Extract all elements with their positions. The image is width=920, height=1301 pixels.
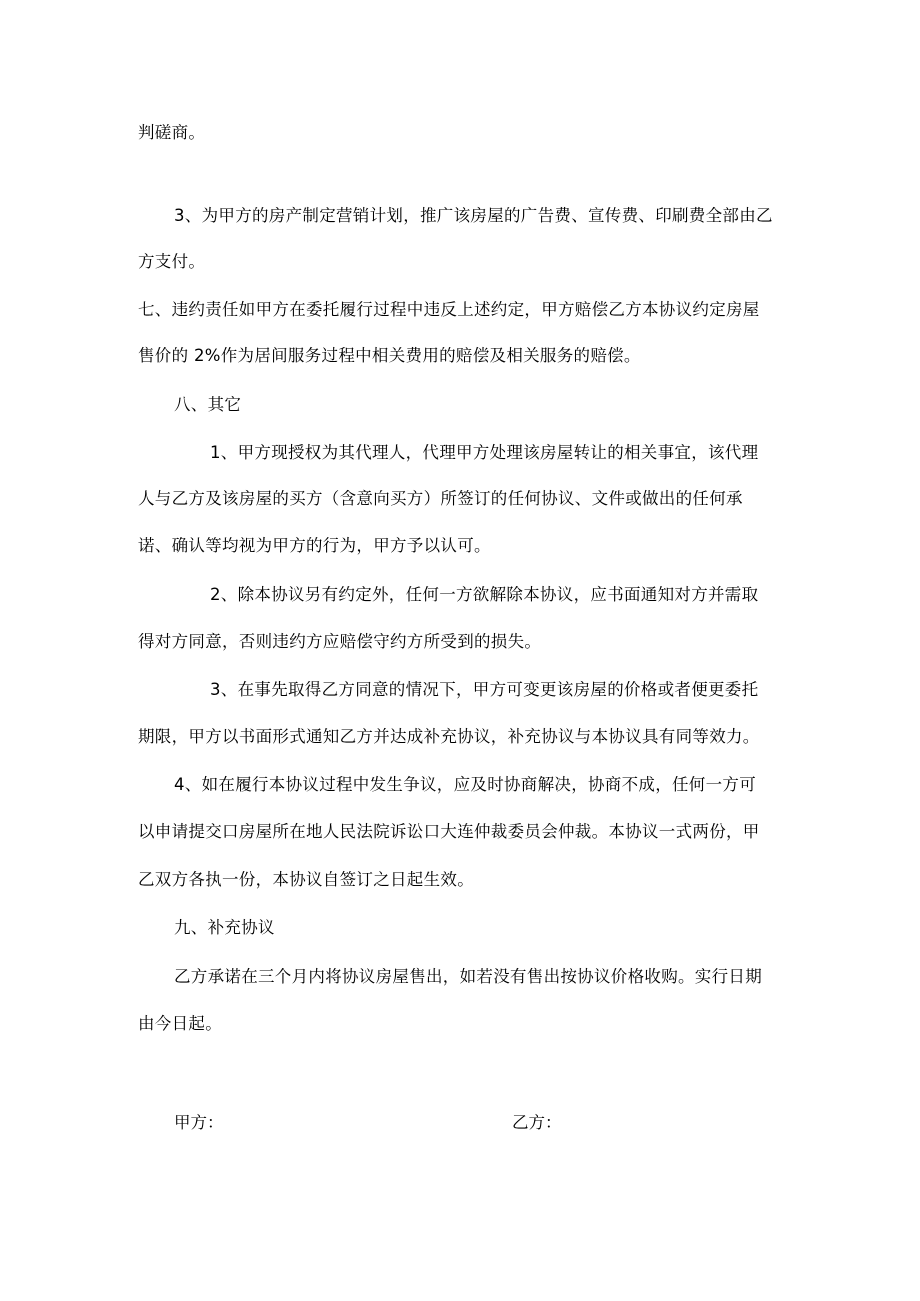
section-7-line-1: 七、违约责任如甲方在委托履行过程中违反上述约定，甲方赔偿乙方本协议约定房屋	[138, 300, 760, 319]
item-2-line-1: 2、除本协议另有约定外，任何一方欲解除本协议，应书面通知对方并需取	[210, 585, 759, 604]
party-a-signature-label: 甲方：	[174, 1113, 224, 1132]
party-b-signature-label: 乙方：	[512, 1113, 562, 1132]
item-3-line-2: 期限，甲方以书面形式通知乙方并达成补充协议，补充协议与本协议具有同等效力。	[138, 727, 760, 746]
section-7-line-2: 售价的 2%作为居间服务过程中相关费用的赔偿及相关服务的赔偿。	[138, 346, 641, 365]
section-9-line-2: 由今日起。	[138, 1014, 222, 1033]
section-9-line-1: 乙方承诺在三个月内将协议房屋售出，如若没有售出按协议价格收购。实行日期	[174, 967, 762, 986]
item-2-line-2: 得对方同意，否则违约方应赔偿守约方所受到的损失。	[138, 632, 542, 651]
section-8-heading: 八、其它	[174, 395, 242, 414]
item-4-line-1: 4、如在履行本协议过程中发生争议，应及时协商解决，协商不成，任何一方可	[174, 775, 756, 794]
item-4-line-2: 以申请提交口房屋所在地人民法院诉讼口大连仲裁委员会仲裁。本协议一式两份，甲	[138, 822, 760, 841]
item-1-line-1: 1、甲方现授权为其代理人，代理甲方处理该房屋转让的相关事宜，该代理	[210, 443, 759, 462]
item-3-line-1: 3、在事先取得乙方同意的情况下，甲方可变更该房屋的价格或者便更委托	[210, 680, 759, 699]
item-1-line-2: 人与乙方及该房屋的买方（含意向买方）所签订的任何协议、文件或做出的任何承	[138, 489, 743, 508]
section-9-heading: 九、补充协议	[174, 918, 275, 937]
item-1-line-3: 诺、确认等均视为甲方的行为，甲方予以认可。	[138, 536, 491, 555]
clause-3-line-1: 3、为甲方的房产制定营销计划，推广该房屋的广告费、宣传费、印刷费全部由乙	[174, 206, 773, 225]
text-line-negotiation: 判磋商。	[138, 123, 206, 142]
item-4-line-3: 乙双方各执一份，本协议自签订之日起生效。	[138, 870, 474, 889]
clause-3-line-2: 方支付。	[138, 252, 206, 271]
